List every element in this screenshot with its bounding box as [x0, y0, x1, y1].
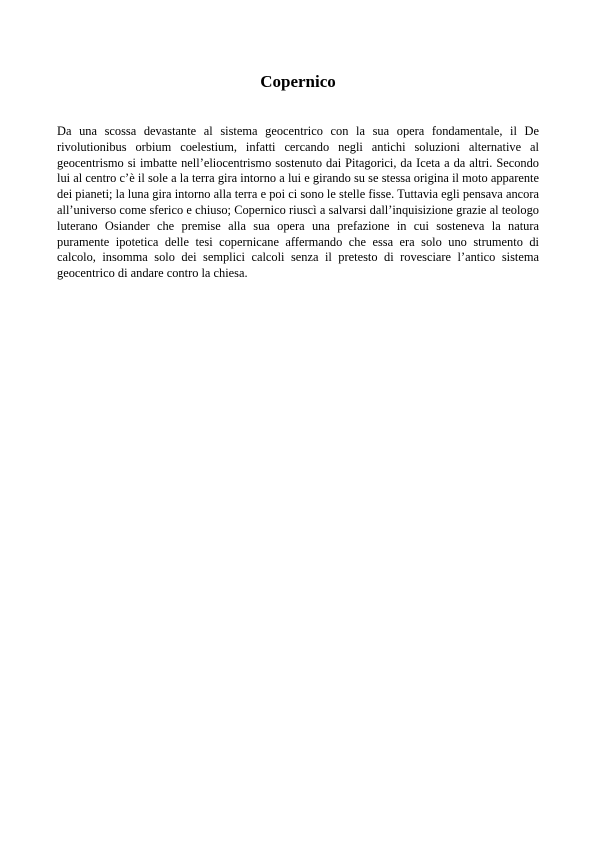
body-paragraph: Da una scossa devastante al sistema geocentrico con la sua opera fondamentale, il De rivolutionibus orbium coelestium, infatti cercando negli antichi soluzioni alternative al geocentrismo si imbatte nell’eliocentrismo sostenuto dai Pitagorici, da Iceta a da altri. Secondo lui al centro c’è il sole a la terra gira intorno a lui e girando su se stessa origina il moto apparente dei pianeti; la luna gira intorno alla terra e poi ci sono le stelle fisse. Tuttavia egli pensava ancora all’universo come sferico e chiuso; Copernico riuscì a salvarsi dall’inquisizione grazie al teologo luterano Osiander che premise alla sua opera una prefazione in cui sosteneva la natura puramente ipotetica delle tesi copernicane affermando che essa era solo uno strumento di calcolo, insomma solo dei semplici calcoli senza il pretesto di rovesciare l’antico sistema geocentrico di andare contro la chiesa. — [57, 124, 539, 281]
page-title: Copernico — [260, 72, 336, 91]
